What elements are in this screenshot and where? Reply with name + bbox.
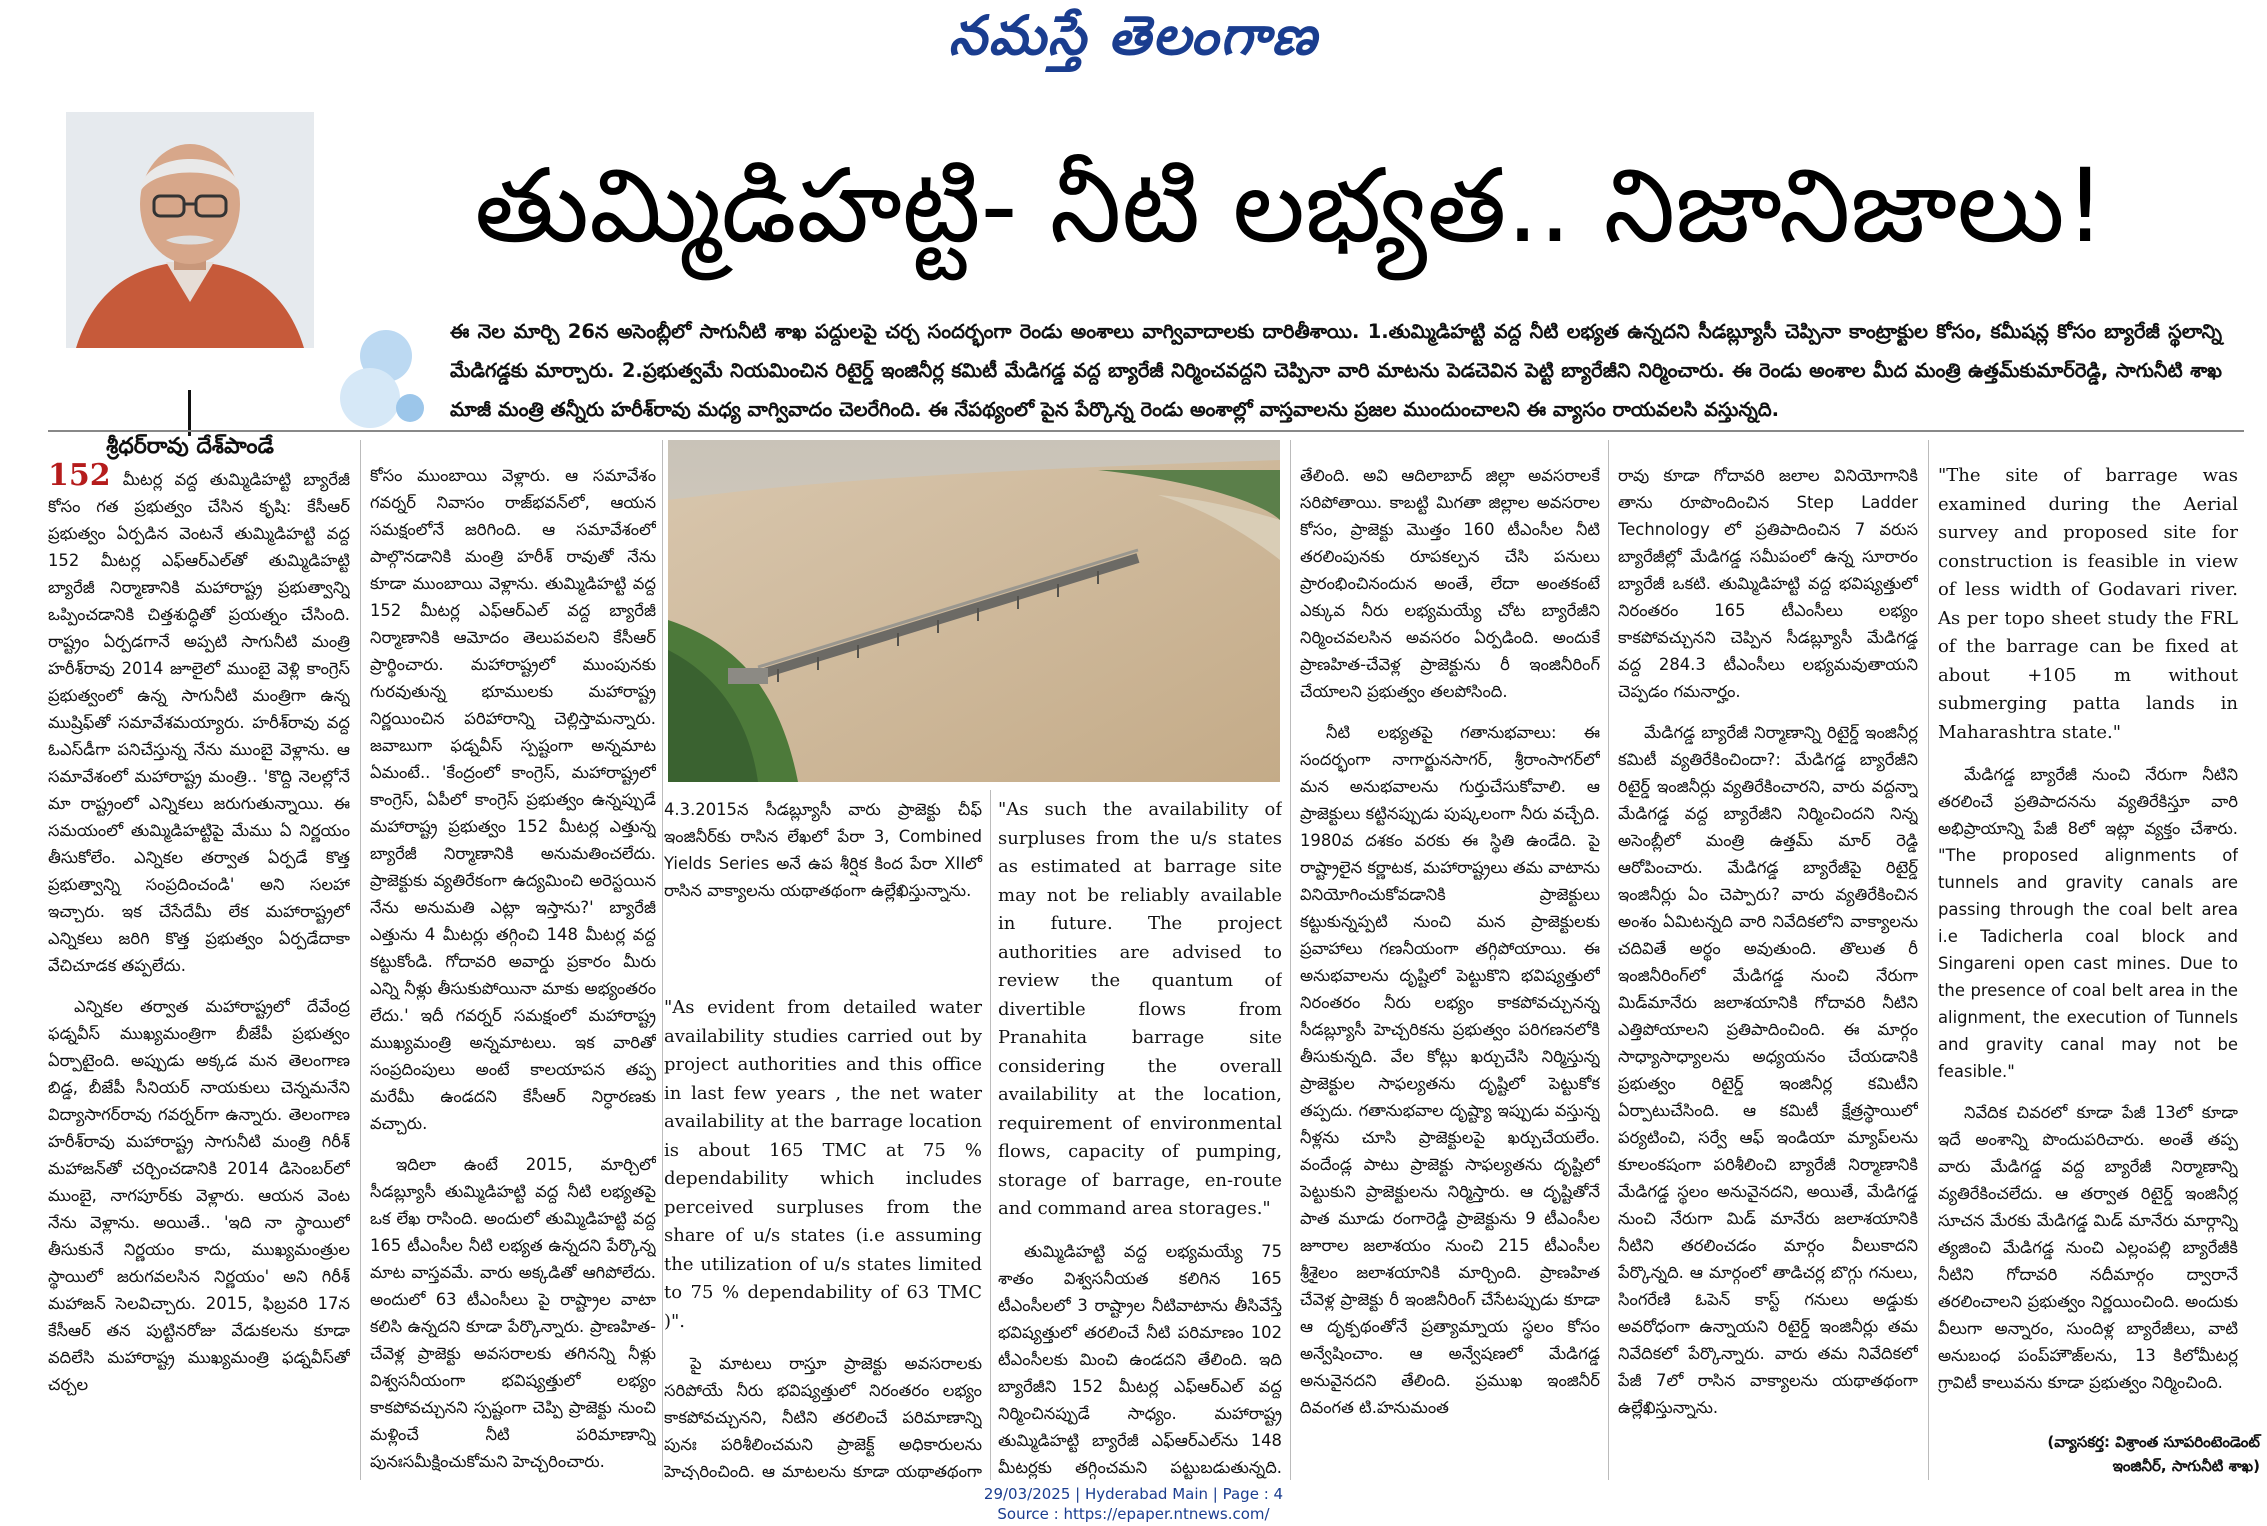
credit-line: ఇంజినీర్, సాగునీటి శాఖ) — [2112, 1457, 2260, 1475]
masthead — [0, 0, 2267, 70]
column-divider — [1928, 440, 1929, 1480]
paragraph: నివేదిక చివరలో కూడా పేజీ 13లో కూడా ఇదే అంశాన్ని పొందుపరిచారు. అంతే తప్ప వారు మేడిగడ్డ వద్ద బ్యారేజీ నిర్మాణాన్ని వ్యతిరేకించలేదు. ఆ తర్వాత రిటైర్డ్ ఇంజినీర్ల సూచన మేరకు మేడిగడ్డ మిడ్ మానేరు మార్గాన్ని త్యజించి మేడిగడ్డ నుంచి ఎల్లంపల్లి బ్యారేజీకి నీటిని గోదావరి నదీమార్గం ద్వారానే తరలించాలని ప్రభుత్వం నిర్ణయించింది. అందుకు వీలుగా అన్నారం, సుందిళ్ల బ్యారేజీలు, వాటి అనుబంధ పంప్‌హౌజ్‌లను, 13 కిలోమీటర్ల గ్రావిటీ కాలువను కూడా ప్రభుత్వం నిర్మించింది. — [1938, 1103, 2238, 1392]
column-divider — [1608, 440, 1609, 1480]
article-column-3 — [664, 994, 982, 1480]
article-column-4 — [998, 796, 1282, 1480]
column-divider — [1290, 440, 1291, 1480]
column-divider — [662, 440, 663, 1480]
author-credit — [1960, 1430, 2260, 1478]
paragraph: రావు కూడా గోదావరి జలాల వినియోగానికి తాను రూపొందించిన Step Ladder Technology లో ప్రతిపాదించిన 7 వరుస బ్యారేజీల్లో మేడిగడ్డ సమీపంలో ఉన్న సూరారం బ్యారేజీ ఒకటి. తుమ్మిడిహట్టి వద్ద భవిష్యత్తులో నిరంతరం 165 టీఎంసీలు లభ్యం కాకపోవచ్చునని చెప్పిన సీడబ్ల్యూసీ మేడిగడ్డ వద్ద 284.3 టీఎంసీలు లభ్యమవుతాయని చెప్పడం గమనార్హం. — [1618, 466, 1918, 701]
article-lead: ఈ నెల మార్చి 26న అసెంబ్లీలో సాగునీటి శాఖ పద్దులపై చర్చ సందర్భంగా రెండు అంశాలు వాగ్వివాదాలకు దారితీశాయి. 1.తుమ్మిడిహట్టి వద్ద నీటి లభ్యత ఉన్నదని సీడబ్ల్యూసీ చెప్పినా కాంట్రాక్టుల కోసం, కమీషన్ల కోసం బ్యారేజీ స్థలాన్ని మేడిగడ్డకు మార్చారు. 2.ప్రభుత్వమే నియమించిన రిటైర్డ్ ఇంజినీర్ల కమిటీ మేడిగడ్డ వద్ద బ్యారేజీ నిర్మించవద్దని చెప్పినా వారి మాటను పెడచెవిన పెట్టి బ్యారేజీని నిర్మించారు. ఈ రెండు అంశాల మీద మంత్రి ఉత్తమ్‌కుమార్‌రెడ్డి, సాగునీటి శాఖ మాజీ మంత్రి తన్నీరు హరీశ్‌రావు మధ్య వాగ్వివాదం చెలరేగింది. ఈ నేపథ్యంలో పైన పేర్కొన్న రెండు అంశాల్లో వాస్తవాలను ప్రజల ముందుంచాలని ఈ వ్యాసం రాయవలసి వస్తున్నది. — [450, 320, 2222, 421]
barrage-aerial-image — [668, 440, 1280, 782]
paragraph: ఎన్నికల తర్వాత మహారాష్ట్రలో దేవేంద్ర ఫడ్నవీస్ ముఖ్యమంత్రిగా బీజేపీ ప్రభుత్వం ఏర్పాటైంది. అప్పుడు అక్కడ మన తెలంగాణ బిడ్డ, బీజేపీ సీనియర్ నాయకులు చెన్నమనేని విద్యాసాగర్‌రావు గవర్నర్‌గా ఉన్నారు. తెలంగాణ హరీశ్‌రావు మహారాష్ట్ర సాగునీటి మంత్రి గిరీశ్ మహాజన్‌తో చర్చించడానికి 2014 డిసెంబర్‌లో ముంబై, నాగపూర్‌కు వెళ్లారు. ఆయన వెంట నేను వెళ్లాను. అయితే.. 'ఇది నా స్థాయిలో తీసుకునే నిర్ణయం కాదు, ముఖ్యమంత్రుల స్థాయిలో జరుగవలసిన నిర్ణయం' అని గిరీశ్ మహాజన్ సెలవిచ్చారు. 2015, ఫిబ్రవరి 17న కేసీఆర్ తన పుట్టినరోజు వేడుకలను కూడా వదిలేసి మహారాష్ట్ర ముఖ్యమంత్రి ఫడ్నవీస్‌తో చర్చల — [48, 997, 350, 1394]
paragraph: తేలింది. అవి ఆదిలాబాద్ జిల్లా అవసరాలకే సరిపోతాయి. కాబట్టి మిగతా జిల్లాల అవసరాల కోసం, ప్రాజెక్టు మొత్తం 160 టీఎంసీల నీటి తరలింపునకు రూపకల్పన చేసి పనులు ప్రారంభించినందున అంతే, లేదా అంతకంటే ఎక్కువ నీరు లభ్యమయ్యే చోట బ్యారేజీని నిర్మించవలసిన అవసరం ఏర్పడింది. అందుకే ప్రాణహిత-చేవెళ్ల ప్రాజెక్టును రీ ఇంజినీరింగ్ చేయాలని ప్రభుత్వం తలపోసింది. — [1300, 466, 1600, 701]
column-divider — [360, 440, 361, 1480]
paragraph: మేడిగడ్డ బ్యారేజీ నిర్మాణాన్ని రిటైర్డ్ ఇంజినీర్ల కమిటీ వ్యతిరేకించిందా?: మేడిగడ్డ బ్యారేజీని రిటైర్డ్ ఇంజినీర్లు వ్యతిరేకించారని, వారు వద్దన్నా మేడిగడ్డ వద్ద బ్యారేజీని నిర్మించిందని నిన్న అసెంబ్లీలో మంత్రి ఉత్తమ్ మార్ రెడ్డి ఆరోపించారు. మేడిగడ్డ బ్యారేజీపై రిటైర్డ్ ఇంజినీర్లు ఏం చెప్పారు? వారు వ్యతిరేకించిన అంశం ఏమిటన్నది వారి నివేదికలోని వాక్యాలను చదివితే అర్థం అవుతుంది. తొలుత రీ ఇంజినీరింగ్‌లో మేడిగడ్డ నుంచి నేరుగా మిడ్‌మానేరు జలాశయానికి గోదావరి నీటిని ఎత్తిపోయాలని ప్రతిపాదించింది. ఈ మార్గం సాధ్యాసాధ్యాలను అధ్యయనం చేయడానికి ప్రభుత్వం రిటైర్డ్ ఇంజినీర్ల కమిటీని ఏర్పాటుచేసింది. ఆ కమిటీ క్షేత్రస్థాయిలో పర్యటించి, సర్వే ఆఫ్ ఇండియా మ్యాప్‌లను కూలంకషంగా పరిశీలించి బ్యారేజీ నిర్మాణానికి మేడిగడ్డ స్థలం అనువైనదని, అయితే, మేడిగడ్డ నుంచి నేరుగా మిడ్ మానేరు జలాశయానికి నీటిని తరలించడం మార్గం వీలుకాదని పేర్కొన్నది. ఆ మార్గంలో తాడిచర్ల బొగ్గు గనులు, సింగరేణి ఓపెన్ కాస్ట్ గనులు అడ్డుకు అవరోధంగా ఉన్నాయని రిటైర్డ్ ఇంజినీర్లు తమ నివేదికలో పేర్కొన్నారు. వారు తమ నివేదికలో పేజీ 7లో రాసిన వాక్యాలను యథాతథంగా ఉల్లేఖిస్తున్నాను. — [1618, 723, 1918, 1417]
credit-line: (వ్యాసకర్త: విశ్రాంత సూపరింటెండెంట్ — [2047, 1433, 2260, 1451]
paragraph: 152 మీటర్ల వద్ద తుమ్మిడిహట్టి బ్యారేజీ కోసం గత ప్రభుత్వం చేసిన కృషి: కేసీఆర్ ప్రభుత్వం ఏర్పడిన వెంటనే తుమ్మిడిహట్టి వద్ద 152 మీటర్ల ఎఫ్‌ఆర్‌ఎల్‌తో తుమ్మిడిహట్టి బ్యారేజీ నిర్మాణానికి మహారాష్ట్ర ప్రభుత్వాన్ని ఒప్పించడానికి చిత్తశుద్ధితో ప్రయత్నం చేసింది. రాష్ట్రం ఏర్పడగానే అప్పటి సాగునీటి మంత్రి హరీశ్‌రావు 2014 జూలైలో ముంబై వెళ్లి కాంగ్రెస్ ప్రభుత్వంలో ఉన్న సాగునీటి మంత్రిగా ఉన్న ముష్రిఫ్‌తో సమావేశమయ్యారు. హరీశ్‌రావు వద్ద ఓఎస్‌డీగా పనిచేస్తున్న నేను ముంబై వెళ్లాను. ఆ సమావేశంలో మహారాష్ట్ర మంత్రి.. 'కొద్ది నెలల్లోనే మా రాష్ట్రంలో ఎన్నికలు జరుగుతున్నాయి. ఈ సమయంలో తుమ్మిడిహట్టిపై మేము ఏ నిర్ణయం తీసుకోలేం. ఎన్నికల తర్వాత ఏర్పడే కొత్త ప్రభుత్వాన్ని సంప్రదించండి' అని సలహా ఇచ్చారు. ఇక చేసేదేమీ లేక మహారాష్ట్రలో ఎన్నికలు జరిగి కొత్త ప్రభుత్వం ఏర్పడేదాకా వేచిచూడక తప్పలేదు. — [48, 462, 350, 979]
article-column-7 — [1938, 462, 2238, 1422]
author-name: శ్రీధర్‌రావు దేశ్‌పాండే — [106, 434, 274, 459]
column-divider — [990, 790, 991, 1480]
section-divider — [48, 430, 2244, 432]
article-headline: తుమ్మిడిహట్టి- నీటి లభ్యత.. నిజానిజాలు! — [474, 147, 2106, 266]
source-link[interactable]: Source : https://epaper.ntnews.com/ — [997, 1505, 1270, 1523]
article-column-6 — [1618, 462, 1918, 1480]
paragraph: కోసం ముంబాయి వెళ్లారు. ఆ సమావేశం గవర్నర్ నివాసం రాజ్‌భవన్‌లో, ఆయన సమక్షంలోనే జరిగింది. ఆ సమావేశంలో పాల్గొనడానికి మంత్రి హరీశ్ రావుతో నేను కూడా ముంబాయి వెళ్లాను. తుమ్మిడిహట్టి వద్ద 152 మీటర్ల ఎఫ్‌ఆర్‌ఎల్ వద్ద బ్యారేజీ నిర్మాణానికి ఆమోదం తెలుపవలని కేసీఆర్ ప్రార్థించారు. మహారాష్ట్రలో ముంపునకు గురవుతున్న భూములకు మహారాష్ట్ర నిర్ణయించిన పరిహారాన్ని చెల్లిస్తామన్నారు. జవాబుగా ఫడ్నవీస్ స్పష్టంగా అన్నమాట ఏమంటే.. 'కేంద్రంలో కాంగ్రెస్, మహారాష్ట్రలో కాంగ్రెస్, ఏపీలో కాంగ్రెస్ ప్రభుత్వం ఉన్నప్పుడే మహారాష్ట్ర ప్రభుత్వం 152 మీటర్ల ఎత్తున్న బ్యారేజీ నిర్మాణానికి అనుమతించలేదు. ప్రాజెక్టుకు వ్యతిరేకంగా ఉద్యమించి అరెస్టయిన నేను అనుమతి ఎట్లా ఇస్తాను?' బ్యారేజీ ఎత్తును 4 మీటర్లు తగ్గించి 148 మీటర్ల వద్ద కట్టుకోండి. గోదావరి అవార్డు ప్రకారం మీరు ఎన్ని నీళ్లు తీసుకుపోయినా మాకు అభ్యంతరం లేదు.' ఇదీ గవర్నర్ సమక్షంలో మహారాష్ట్ర ముఖ్యమంత్రి అన్నమాటలు. ఇక వారితో సంప్రదింపులు అంటే కాలయాపన తప్ప మరేమీ ఉండదని కేసీఆర్ నిర్ధారణకు వచ్చారు. — [370, 466, 656, 1133]
paragraph: పై మాటలు రాస్తూ ప్రాజెక్టు అవసరాలకు సరిపోయే నీరు భవిష్యత్తులో నిరంతరం లభ్యం కాకపోవచ్చునని, నీటిని తరలించే పరిమాణాన్ని పునః పరిశీలించమని ప్రాజెక్ట్ అధికారులను హెచ్చరించింది. ఆ మాటలను కూడా యథాతథంగా — [664, 1354, 982, 1480]
author-portrait-image — [66, 112, 314, 348]
paragraph: ఇదిలా ఉంటే 2015, మార్చిలో సీడబ్ల్యూసీ తుమ్మిడిహట్టి వద్ద నీటి లభ్యతపై ఒక లేఖ రాసింది. అందులో తుమ్మిడిహట్టి వద్ద 165 టీఎంసీల నీటి లభ్యత ఉన్నదని పేర్కొన్న మాట వాస్తవమే. వారు అక్కడితో ఆగిపోలేదు. అందులో 63 టీఎంసీలు పై రాష్ట్రాల వాటా కలిసి ఉన్నదని కూడా పేర్కొన్నారు. ప్రాణహిత-చేవెళ్ల ప్రాజెక్టు అవసరాలకు తగినన్ని నీళ్లు విశ్వసనీయంగా భవిష్యత్తులో లభ్యం కాకపోవచ్చునని స్పష్టంగా చెప్పి ప్రాజెక్టు నుంచి మళ్లించే నీటి పరిమాణాన్ని పునఃసమీక్షించుకోమని హెచ్చరించారు. — [370, 1155, 656, 1471]
paragraph: నీటి లభ్యతపై గతానుభవాలు: ఈ సందర్భంగా నాగార్జునసాగర్, శ్రీరాంసాగర్‌లో మన అనుభవాలను గుర్తుచేసుకోవాలి. ఆ ప్రాజెక్టులు కట్టినప్పుడు పుష్కలంగా నీరు వచ్చేది. 1980వ దశకం వరకు ఈ స్థితి ఉండేది. పై రాష్ట్రాలైన కర్ణాటక, మహారాష్ట్రలు తమ వాటాను వినియోగించుకోవడానికి ప్రాజెక్టులు కట్టుకున్నప్పటి నుంచి మన ప్రాజెక్టులకు ప్రవాహాలు గణనీయంగా తగ్గిపోయాయి. ఈ అనుభవాలను దృష్టిలో పెట్టుకొని భవిష్యత్తులో నిరంతరం నీరు లభ్యం కాకపోవచ్చునన్న సీడబ్ల్యూసీ హెచ్చరికను ప్రభుత్వం పరిగణనలోకి తీసుకున్నది. వేల కోట్లు ఖర్చుచేసి నిర్మిస్తున్న ప్రాజెక్టుల సాఫల్యతను దృష్టిలో పెట్టుకోక తప్పదు. గతానుభవాల దృష్ట్యా ఇప్పుడు వస్తున్న నీళ్లను చూసి ప్రాజెక్టులపై ఖర్చుచేయలేం. వందేండ్ల పాటు ప్రాజెక్టు సాఫల్యతను దృష్టిలో పెట్టుకుని ప్రాజెక్టులను నిర్మిస్తారు. ఆ దృష్టితోనే పాత మూడు రంగారెడ్డి ప్రాజెక్టును 9 టీఎంసీల జూరాల జలాశయం నుంచి 215 టీఎంసీల శ్రీశైలం జలాశయానికి మార్చింది. ప్రాణహిత చేవెళ్ల ప్రాజెక్టు రీ ఇంజినీరింగ్ చేసేటప్పుడు కూడా ఆ దృక్పథంతోనే ప్రత్యామ్నాయ స్థలం కోసం అన్వేషించాం. ఆ అన్వేషణలో మేడిగడ్డ అనువైనదని తేలింది. ప్రముఖ ఇంజినీర్ దివంగత టి.హనుమంత — [1300, 723, 1600, 1417]
decorative-circles-icon — [340, 322, 430, 432]
quote-paragraph: "As evident from detailed water availability studies carried out by project authorities and this office in last few years , the net water availability at the barrage location is about 165 TMC at 75 % dependability which includes perceived surpluses from the share of u/s states (i.e assuming the utilization of u/s states limited to 75 % dependability of 63 TMC )". — [664, 997, 982, 1332]
photo-caption: 4.3.2015న సీడబ్ల్యూసీ వారు ప్రాజెక్టు చీఫ్ ఇంజినీర్‌కు రాసిన లేఖలో పేరా 3, Combined Yields Series అనే ఉప శీర్షిక కింద పేరా XIIలో రాసిన వాక్యాలను యథాతథంగా ఉల్లేఖిస్తున్నాను. — [664, 800, 982, 900]
quote-paragraph: "As such the availability of surpluses from the u/s states as estimated at barrage site may not be reliably available in future. The project authorities are advised to review the quantum of divertible flows from Pranahita barrage site considering the overall availability at the location, requirement of environmental flows, capacity of pumping, storage of barrage, en-route and command area storages." — [998, 799, 1282, 1219]
page-footer — [0, 1484, 2267, 1524]
paragraph: తుమ్మిడిహట్టి వద్ద లభ్యమయ్యే 75 శాతం విశ్వసనీయత కలిగిన 165 టీఎంసీలలో 3 రాష్ట్రాల నీటివాటాను తీసివేస్తే భవిష్యత్తులో తరలించే నీటి పరిమాణం 102 టీఎంసీలకు మించి ఉండదని తేలింది. ఇది బ్యారేజీని 152 మీటర్ల ఎఫ్‌ఆర్‌ఎల్ వద్ద నిర్మించినప్పుడే సాధ్యం. మహారాష్ట్ర తుమ్మిడిహట్టి బ్యారేజీ ఎఫ్ఆర్ఎల్‌ను 148 మీటర్లకు తగ్గించమని పట్టుబడుతున్నది. — [998, 1241, 1282, 1477]
barrage-photo — [668, 440, 1280, 782]
newspaper-logo: నమస్తే తెలంగాణ — [948, 4, 1319, 67]
dropcap-number: 152 — [48, 462, 111, 493]
paragraph: మేడిగడ్డ బ్యారేజీ నుంచి నేరుగా నీటిని తరలించే ప్రతిపాదనను వ్యతిరేకిస్తూ వారి అభిప్రాయాన్ని పేజీ 8లో ఇట్లా వ్యక్తం చేశారు. "The proposed alignments of tunnels and gravity canals are passing through the coal belt area i.e Tadicherla coal block and Singareni open cast mines. Due to the presence of coal belt area in the alignment, the execution of Tunnels and gravity canal may not be feasible." — [1938, 765, 2238, 1081]
author-photo — [66, 112, 314, 348]
article-column-5 — [1300, 462, 1600, 1480]
article-column-1 — [48, 462, 350, 1480]
quote-paragraph: "The site of barrage was examined during the Aerial survey and proposed site for construction is feasible in view of less width of Godavari river. As per topo sheet study the FRL of the barrage can be fixed at about +105 m without submerging patta lands in Maharashtra state." — [1938, 465, 2238, 743]
article-column-2 — [370, 462, 656, 1480]
edition-info: 29/03/2025 | Hyderabad Main | Page : 4 — [983, 1485, 1284, 1503]
